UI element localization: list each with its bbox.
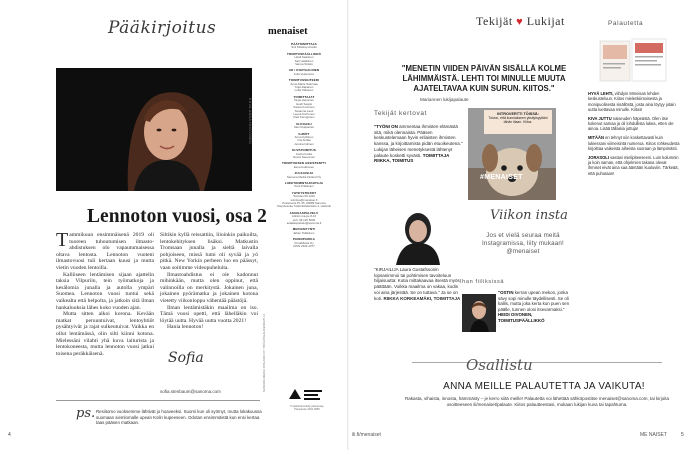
divider xyxy=(56,400,260,401)
masthead-name: Anne-Marie Salomaa xyxy=(290,81,318,86)
feedback-lead: JORASOLI xyxy=(588,154,609,160)
masthead-name: Sini Kiiskinen-Fantti xyxy=(291,45,317,50)
paragraph: Ilman lentämistäkin maailma on iso. Tämä vuosi opetti, että lähelläkin voi löytää uutta. Hyvää uutta vuotta 2021! xyxy=(160,304,258,324)
feedback-item xyxy=(588,135,680,151)
heart-icon: ♥ xyxy=(516,16,524,28)
masthead-name: Erkko Pulkkinen xyxy=(293,230,315,235)
ihan-fiiliksissa-text xyxy=(498,290,574,324)
editorial-column-2 xyxy=(160,232,258,331)
magazine-pages-icon xyxy=(598,35,670,83)
sfx-credit: RIIKKA KORKEAMÄKI, TOIMITTAJA xyxy=(383,295,461,301)
masthead-group xyxy=(268,133,340,147)
masthead-name: asiakaspalvelu@sanoma.fi xyxy=(286,221,322,226)
masthead-name: Sanna Koivunen xyxy=(293,105,315,110)
masthead-role: PAINOPAIKKA xyxy=(292,237,315,242)
masthead xyxy=(268,26,340,252)
masthead-name: Käyntiosoite Töölönlahdenkatu 2, Helsinki xyxy=(277,204,331,209)
masthead-group xyxy=(268,192,340,209)
masthead-role: KUVATOIMITUS xyxy=(292,148,316,153)
ihan-fiiliksissa-heading: Ihan fiiliksissä xyxy=(460,279,505,285)
paragraph: Kalliiseen lentämisen sijaan ajattelin taksia Vilpuriin, tein työmatkoja ja kesälomia junalla ja autolla ympäri Suomea. Lennoton vuosi tuntui sekä vaikealta että helpolta, ja jatkoin sitä ilman hankaluuksia lähes koko vuoden ajan. xyxy=(56,271,154,311)
masthead-group xyxy=(268,238,340,248)
masthead-group xyxy=(268,182,340,189)
masthead-name: Tanja Helminen xyxy=(294,98,314,103)
iif-photo xyxy=(462,294,496,332)
masthead-name: Kerttu Kotka xyxy=(296,151,312,156)
feedback-lead: MITÄÄN xyxy=(588,135,604,141)
instagram-hashtag: #MENAISET xyxy=(480,174,523,181)
tk-body: ammentaa ihmisten elämästä sitä, mikä olennaista. Pääsen keskustelemaan hyvin erilaisten ihmisten kanssa, ja kirjoittamista pidän etuoikeutena." Lukijan läheisen menetyksestä lähtenyt palaute kosketti syvästi. xyxy=(374,124,463,158)
editor-signature: Sofia xyxy=(168,350,204,366)
section-heading xyxy=(476,14,565,29)
palautetta-heading: Palautetta xyxy=(608,20,644,27)
sfx-body: "KIRJAILIJA Laura Gustafssonin lopsanimmoi tai pohtimisen tavoiteluun hiljaisuutta: Kotia mittakaavaa itsestä myös päättään. Voikka maailma on vakaa, kodin voi aina järjestää. Se on tuttava." Ja se on koti. xyxy=(374,267,460,301)
introvertti-note xyxy=(484,110,552,134)
masthead-name: Leena Korhonen xyxy=(293,111,315,116)
section-heading-part1: Tekijät xyxy=(476,14,513,28)
paragraph: Tammikuun ensimmäisenä 2019 oli tuoreen tuhoutumisen ilmasto-ahdistuksen olo vapautumaisessa oltava lentosta. Lennoton vuoteni ilmastovuosi tuli kertaan kuusi ja mutta vietin vuoden lentoilla. xyxy=(56,229,154,271)
feedback-item xyxy=(588,155,680,176)
spine-gutter xyxy=(347,0,349,450)
paragraph: Hania lennoton! xyxy=(167,324,204,331)
iif-body: kerran upean mekon, jonka sävy sopi minulle täydellisesti. Se oli kallis, mutta joka kerta kun puen sen päälle, tunnen oloni itsevarmaksi." xyxy=(498,290,570,312)
feedback-body: en tehnyt niin koskettavasti kuin lukiessani viimeisintä numeroa. Kiitos rohkeudesta kirjoittaa vaikeista aiheista suoraan ja lämpimästi. xyxy=(588,135,680,151)
masthead-name: Jemina Inkinen xyxy=(294,141,314,146)
masthead-role: TOIMITTAJAT xyxy=(293,94,315,99)
masthead-name: Heidi Seppä xyxy=(296,101,312,106)
section-script-heading: Pääkirjoitus xyxy=(108,18,217,38)
masthead-name: Iiris Anttila xyxy=(297,138,311,143)
masthead-name: Petri Pulkkinen xyxy=(294,184,314,189)
masthead-name: ISSN 2323-4377 xyxy=(293,244,315,249)
masthead-role: TOIMITUSSIHTEERI xyxy=(288,78,320,83)
ecolabel-text: Ympäristömerkitty painotuote, Painotuote 4041 0955 xyxy=(289,405,325,412)
masthead-name: Lotta Tikkanen xyxy=(294,88,314,93)
masthead-group xyxy=(268,96,340,120)
masthead-role: TOIMITUSPÄÄLLIKKÖ xyxy=(286,51,322,56)
photo-credit: KUVA ANNA HUOVINEN xyxy=(248,98,252,145)
masthead-group xyxy=(268,123,340,130)
editor-email[interactable]: sofia.stenbaum@sanoma.com xyxy=(160,389,221,394)
masthead-group xyxy=(268,43,340,50)
masthead-role: ULKOASU xyxy=(296,121,312,126)
tekijat-kertovat-heading: Tekijät kertovat xyxy=(374,110,427,117)
masthead-role: YHTEYSTIEDOT xyxy=(291,190,317,195)
iif-credit: HEIDI OIVONEN, TOIMITUSPÄÄLLIKKÖ xyxy=(498,312,545,323)
tk-lead: "TYÖNI ON xyxy=(374,124,398,129)
masthead-name: Postiosoite PL 45, 00089 Sanoma xyxy=(282,201,326,206)
editor-portrait-image xyxy=(56,68,252,191)
paragraph: Siltikin kyllä reissattiin, liioinkin paikoilta, lentokehityksen lisäksi. Matkustin Tromsaan junalla ja sieltä laivalla pohjoiseen, missä lumi oli syvää ja yö pitkä. New Yorkin perheen luo en päässyt, vaan soitimme videopuheluita. xyxy=(160,232,258,271)
masthead-group xyxy=(268,79,340,93)
reader-quote: "MENETIN VIIDEN PÄIVÄN SISÄLLÄ KOLME LÄHIMMÄISTÄ. LEHTI TOI MINULLE MUUTA AJATELTAVAA KUIN SURUN. KIITOS." xyxy=(401,64,567,93)
osallistu-script: Osallistu xyxy=(466,356,533,374)
vertical-address: SANOMA MEDIA FINLAND OY, TÖÖLÖNLAHDENKATU 2 xyxy=(262,313,266,392)
masthead-role: PÄÄTOIMITTAJA xyxy=(291,42,317,46)
page-number-right: 5 xyxy=(681,432,684,438)
masthead-name: toimitus@menaiset.fi xyxy=(290,197,318,202)
weekly-insta-heading: Viikon insta xyxy=(490,208,568,223)
masthead-role: ILMIÖT xyxy=(298,131,310,136)
ps-label: ps. xyxy=(76,406,96,421)
masthead-role: TOIMITUKSEN ASSISTENTTI xyxy=(282,161,326,166)
footer-brand: ME NAISET xyxy=(640,432,667,438)
ps-text: Resiitomo vuoksemme lähtivät jo hoaveeksi. Suomi kun oli syömyt, mutta lokakuussa suomaan siemlomalle upean Kolin kupeeseen. Odotan ensimmäistä kun ensi kertaa taas pääsen matkaan. xyxy=(96,409,262,426)
feedback-item xyxy=(588,116,680,132)
writer-photo xyxy=(374,205,462,265)
paragraph: Ilmastoahdistus ei ole kadonnut mihinkään, mutta olen oppinut, että valinnoilla on merkitystä. Jokainen juna, jokainen pyörämatka ja jokainen kotona vietetty viikonloppu vähentää päästöjä. xyxy=(160,271,258,304)
masthead-name: PunaMusta Oy xyxy=(294,240,314,245)
masthead-name: Sami Kaipainen xyxy=(293,125,315,130)
masthead-role: LIIKETOIMINTAJOHTAJA xyxy=(284,181,324,185)
masthead-name: Sanoma Media Finland Oy xyxy=(286,174,322,179)
iif-portrait-image xyxy=(462,294,496,332)
masthead-name: Julia Vesterinen xyxy=(293,71,315,76)
divider xyxy=(412,362,662,363)
brand-logo: menaiset xyxy=(268,26,308,37)
section-heading-part2: Lukijat xyxy=(526,14,565,28)
masthead-group xyxy=(268,53,340,67)
masthead-group xyxy=(268,228,340,235)
feedback-body: vastasi mielipiteeseeni. Luin kolumnin ja koin saman, että ohjelmien takana olevat ihmiset eivät aina saa ääntään kuuluviin. Tärkeää, että puhutaan! xyxy=(588,154,679,176)
masthead-name: Noora Neuvonen xyxy=(293,154,315,159)
masthead-group xyxy=(268,149,340,159)
masthead-name: Toimitus 09 1201 xyxy=(293,194,315,199)
feedback-call-text: Rakasta, vihaista, innosta, hämmästy – je kerro siitä meille! Palautetta voi lähettää sähköpostitse menaiset@sanoma.com, tai kirjoita osoitteeseen ili/menaiset/palaute. Kiitos palautteestasi, mukaan lukijan kuva tai tapahtuma. xyxy=(405,396,669,407)
masthead-name: Sari Heikkinen xyxy=(294,58,314,63)
footer-url: ili.fi/menaiset xyxy=(352,432,381,438)
palautetta-illustration xyxy=(598,35,670,83)
masthead-name: Eeva Kokkonen xyxy=(293,164,315,169)
masthead-role: MEDIAMYYNTI xyxy=(292,227,316,232)
masthead-name: Anna Kyllönen xyxy=(294,134,314,139)
masthead-groups xyxy=(268,43,340,249)
writer-quote-text xyxy=(374,267,464,301)
feedback-body: naiseuden häpeästä. Olen itse kokenut samaa ja oli lohdullista lukea, etten ole ainoa. Lisää tällaisia juttuja! xyxy=(588,115,674,132)
palautetta-column xyxy=(588,20,680,180)
masthead-group xyxy=(268,212,340,226)
masthead-name: puh. 09 120 5000 xyxy=(292,217,316,222)
editor-photo xyxy=(56,68,252,191)
introvertti-text: Toivon, että kunniakseen yksityisyyttäni tähän tilaan. Kiitos. xyxy=(488,116,548,125)
masthead-group xyxy=(268,162,340,169)
masthead-group xyxy=(268,69,340,76)
tekijat-kertovat-text xyxy=(374,124,464,164)
tk-credit: TOIMITTAJA RIIKKA, TOIMITUS xyxy=(374,152,450,164)
masthead-name: Arkisin ma-pe 8-16 xyxy=(291,214,317,219)
masthead-role: JULKAISIJA xyxy=(294,171,314,176)
masthead-role: ASIAKASPALVELU xyxy=(289,210,319,215)
masthead-name: Pasi Kemppinen xyxy=(293,115,315,120)
page-number-left: 4 xyxy=(8,432,11,438)
introvertti-title: INTROVERTTI TÖISSÄ: xyxy=(497,112,539,116)
masthead-name: Heidi Saarinen xyxy=(294,55,314,60)
masthead-role: AD / DIGITAALINEN xyxy=(288,68,320,73)
editorial-headline: Lennoton vuosi, osa 2 xyxy=(87,206,267,227)
feedback-body: viihdyin Mmeisan lehden keskusteluun. Kiitos mielenkiintoisesta ja monipuolisesta sisällöstä, josta aina löytyy jotain uutta luettavaa minulle. Kiitos! xyxy=(588,91,676,112)
editorial-column-1 xyxy=(56,229,154,357)
feedback-item xyxy=(588,91,680,112)
feedback-lead: KIVA JUTTU xyxy=(588,115,612,121)
feedback-call-heading: ANNA MEILLE PALAUTETTA JA VAIKUTA! xyxy=(443,381,645,392)
ecolabel-logo-icon xyxy=(286,385,324,403)
iif-lead: "OSTIN xyxy=(498,290,514,295)
paragraph: Mutta sitten alkoi korona. Kevään matkat peruuntuivat, lentoyhtiöt pysähtyivät ja rajat sulkeutuivat. Vaikka en ollut lentämässä, olin silti kiinni kotona. Mielessäni vilahti yhä kuva laiturista ja lentokoneesta, mutta lennoton vuosi jatkui toisena peräkkäisenä. xyxy=(56,311,154,357)
feedback-lead: HYVÄ LEHTI, xyxy=(588,91,614,96)
masthead-name: Susanna Lauri xyxy=(294,108,314,113)
masthead-group xyxy=(268,172,340,179)
reader-quote-credit: Mariannen lukijapalaute xyxy=(420,97,469,102)
weekly-insta-text: Jos et vielä seuraa meitä Instagramissa, liity mukaan! @menaiset xyxy=(482,232,564,255)
writer-photo-image xyxy=(374,205,462,265)
masthead-name: Tuija Rapanen xyxy=(294,85,314,90)
masthead-name: Sanna Sinistö xyxy=(295,62,313,67)
